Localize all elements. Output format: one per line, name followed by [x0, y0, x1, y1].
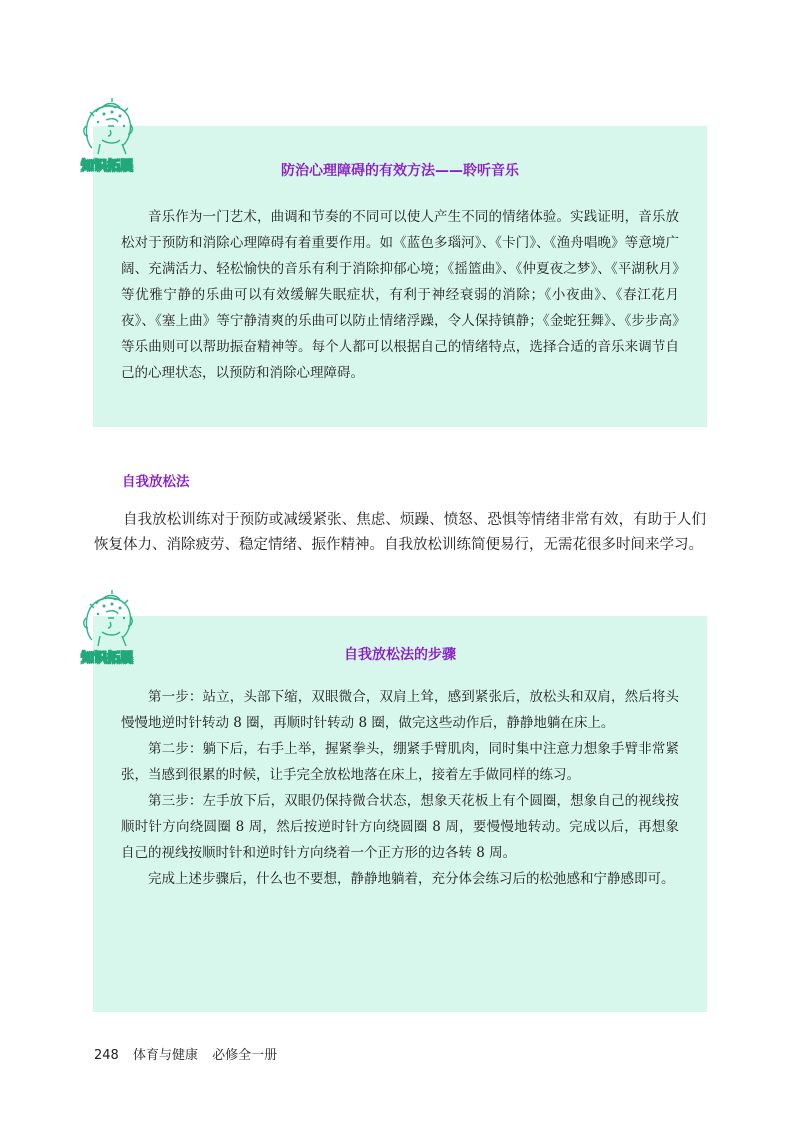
section-paragraph: 自我放松训练对于预防或减缓紧张、焦虑、烦躁、愤怒、恐惧等情绪非常有效，有助于人们恢复体力、消除疲劳、稳定情绪、振作精神。自我放松训练简便易行，无需花很多时间来学习。 [94, 512, 706, 553]
box-paragraph: 音乐作为一门艺术，曲调和节奏的不同可以使人产生不同的情绪体验。实践证明，音乐放松对于预防和消除心理障碍有着重要作用。如《蓝色多瑙河》、《卡门》、《渔舟唱晚》等意境广阔、充满活力、轻松愉快的音乐有利于消除抑郁心境；《摇篮曲》、《仲夏夜之梦》、《平湖秋月》等优雅宁静的乐曲可以有效缓解失眠症状，有利于神经衰弱的消除；《小夜曲》、《春江花月夜》、《塞上曲》等宁静清爽的乐曲可以防止情绪浮躁，令人保持镇静；《金蛇狂舞》、《步步高》等乐曲则可以帮助振奋精神等。每个人都可以根据自己的情绪特点，选择合适的音乐来调节自己的心理状态，以预防和消除心理障碍。 [121, 209, 679, 381]
section-body [94, 508, 706, 558]
box-body [121, 204, 679, 386]
step-paragraph: 完成上述步骤后，什么也不要想，静静地躺着，充分体会练习后的松弛感和宁静感即可。 [148, 871, 675, 887]
box-body [121, 684, 679, 892]
knowledge-box-music [93, 126, 707, 427]
thinker-head-icon [66, 588, 148, 650]
knowledge-extension-badge [66, 588, 148, 666]
book-title: 体育与健康 [132, 1048, 198, 1063]
badge-label: 知识拓展 [80, 651, 133, 666]
knowledge-extension-badge [66, 96, 148, 174]
knowledge-box-relaxation-steps [93, 616, 707, 1012]
step-paragraph: 第二步：躺下后，右手上举，握紧拳头，绷紧手臂肌肉，同时集中注意力想象手臂非常紧张，当感到很累的时候，让手完全放松地落在床上，接着左手做同样的练习。 [121, 741, 679, 783]
book-volume: 必修全一册 [212, 1048, 278, 1063]
step-paragraph: 第三步：左手放下后，双眼仍保持微合状态，想象天花板上有个圆圈，想象自己的视线按顺时针方向绕圆圈 8 周，然后按逆时针方向绕圆圈 8 周，要慢慢地转动。完成以后，再想象自己的视线按顺时针和逆时针方向绕着一个正方形的边各转 8 周。 [121, 793, 679, 861]
badge-label: 知识拓展 [80, 159, 133, 174]
section-heading: 自我放松法 [122, 474, 190, 490]
page-number: 248 [94, 1048, 119, 1063]
page-footer [94, 1044, 287, 1063]
thinker-head-icon [66, 96, 148, 158]
box-title: 防治心理障碍的有效方法——聆听音乐 [281, 163, 519, 179]
step-paragraph: 第一步：站立，头部下缩，双眼微合，双肩上耸，感到紧张后，放松头和双肩，然后将头慢慢地逆时针转动 8 圈，再顺时针转动 8 圈，做完这些动作后，静静地躺在床上。 [121, 689, 679, 731]
box-title: 自我放松法的步骤 [344, 647, 456, 663]
